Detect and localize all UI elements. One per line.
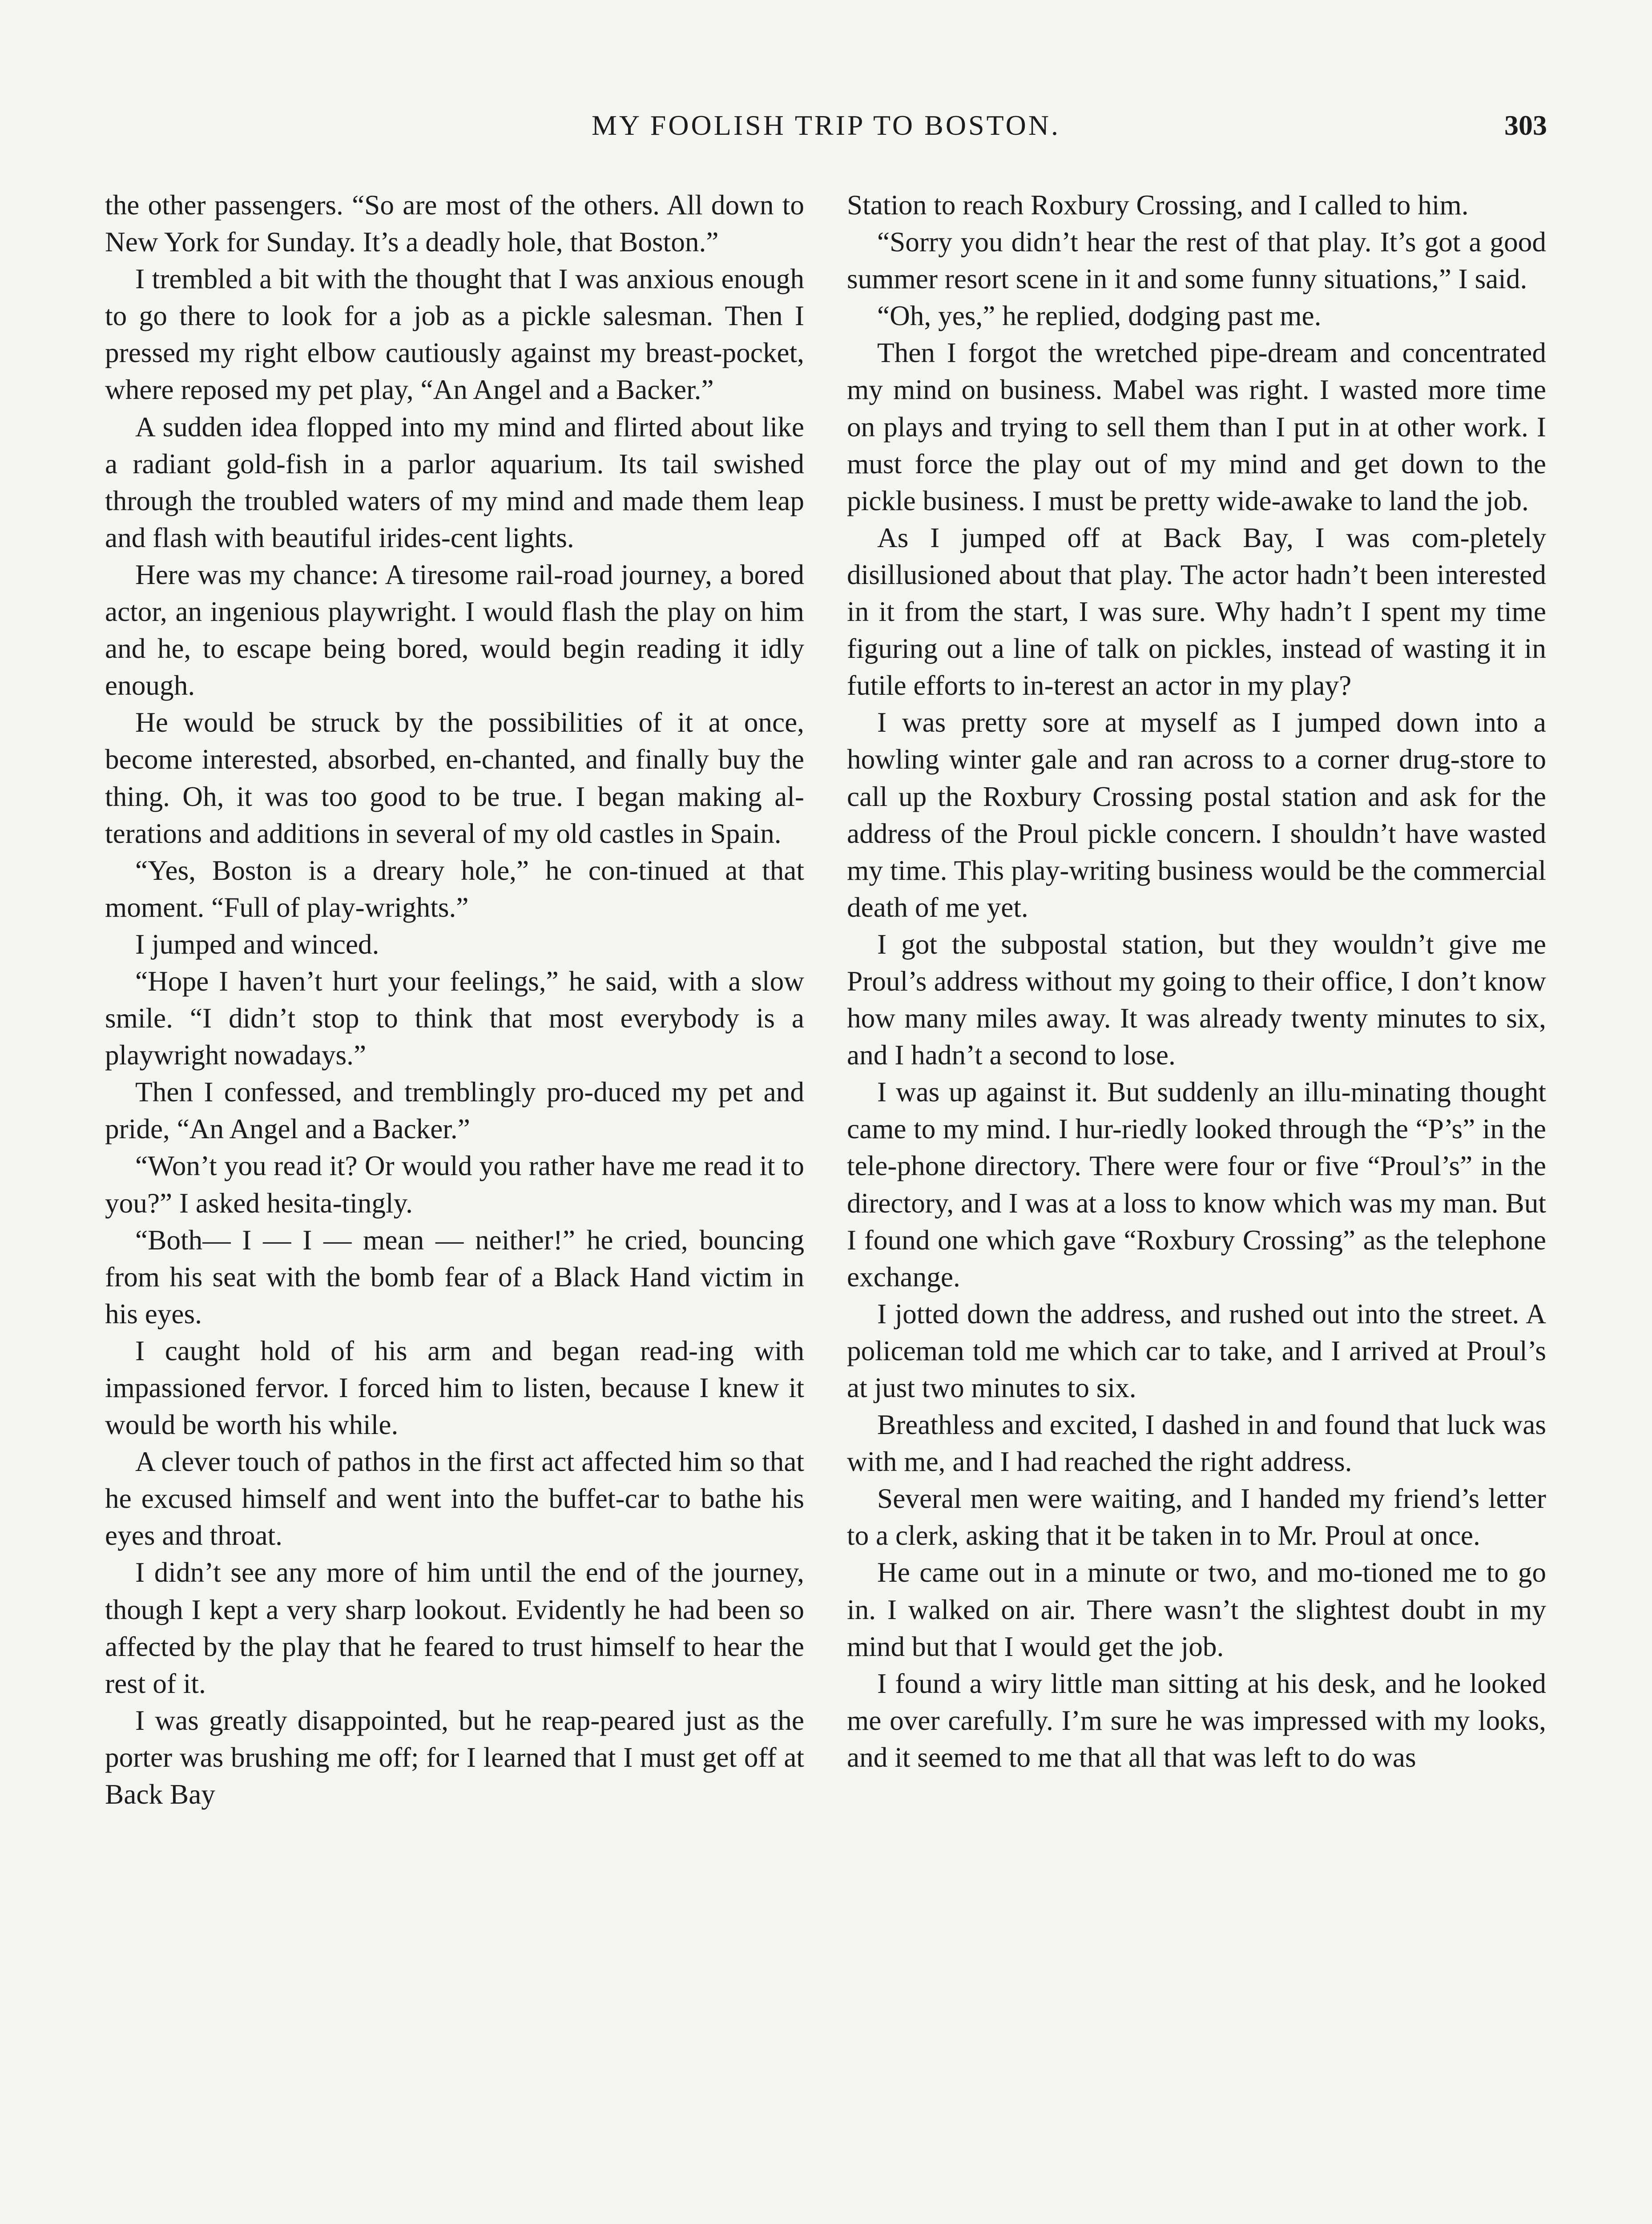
paragraph: Here was my chance: A tiresome rail-road journey, a bored actor, an ingenious playwright. I would flash the play on him and he, to escape being bored, would begin reading it idly enough. <box>105 559 804 701</box>
paragraph: I was up against it. But suddenly an illu-minating thought came to my mind. I hur-riedly looked through the “P’s” in the tele-phone directory. There were four or five “Proul’s” in the directory, and I was at a loss to know which was my man. But I found one which gave “Roxbury Crossing” as the telephone exchange. <box>847 1076 1546 1293</box>
paragraph: Station to reach Roxbury Crossing, and I called to him. <box>847 189 1469 221</box>
paragraph: “Sorry you didn’t hear the rest of that play. It’s got a good summer resort scene in it and some funny situations,” I said. <box>847 226 1546 295</box>
running-head <box>105 103 1547 148</box>
paragraph: I caught hold of his arm and began read-ing with impassioned fervor. I forced him to listen, because I knew it would be worth his while. <box>105 1335 804 1441</box>
paragraph: He would be struck by the possibilities of it at once, become interested, absorbed, en-chanted, and finally buy the thing. Oh, it was too good to be true. I began making al-terations and additions in several of my old castles in Spain. <box>105 707 804 849</box>
paragraph: A clever touch of pathos in the first act affected him so that he excused himself and went into the buffet-car to bathe his eyes and throat. <box>105 1446 804 1551</box>
paragraph: He came out in a minute or two, and mo-tioned me to go in. I walked on air. There wasn’t the slightest doubt in my mind but that I would get the job. <box>847 1557 1546 1662</box>
paragraph: I jotted down the address, and rushed out into the street. A policeman told me which car to take, and I arrived at Proul’s at just two minutes to six. <box>847 1298 1546 1403</box>
paragraph: I found a wiry little man sitting at his desk, and he looked me over carefully. I’m sure he was impressed with my looks, and it seemed to me that all that was left to do was <box>847 1668 1546 1773</box>
paragraph: I was greatly disappointed, but he reap-peared just as the porter was brushing me off; for I learned that I must get off at Back Bay <box>105 1704 804 1810</box>
paragraph: “Oh, yes,” he replied, dodging past me. <box>877 300 1322 332</box>
paragraph: “Won’t you read it? Or would you rather have me read it to you?” I asked hesita-tingly. <box>105 1150 804 1219</box>
paragraph: I was pretty sore at myself as I jumped down into a howling winter gale and ran across to a corner drug-store to call up the Roxbury Crossing postal station and ask for the address of the Proul pickle concern. I shouldn’t have wasted my time. This play-writing business would be the commercial death of me yet. <box>847 707 1546 923</box>
running-title: MY FOOLISH TRIP TO BOSTON. <box>591 109 1061 141</box>
paragraph: Then I forgot the wretched pipe-dream and concentrated my mind on business. Mabel was right. I wasted more time on plays and trying to sell them than I put in at other work. I must force the play out of my mind and get down to the pickle business. I must be pretty wide-awake to land the job. <box>847 337 1546 516</box>
paragraph: “Hope I haven’t hurt your feelings,” he said, with a slow smile. “I didn’t stop to think that most everybody is a playwright nowadays.” <box>105 965 804 1071</box>
paragraph: the other passengers. “So are most of the others. All down to New York for Sunday. It’s a deadly hole, that Boston.” <box>105 189 804 258</box>
paragraph: I got the subpostal station, but they wouldn’t give me Proul’s address without my going to their office, I don’t know how many miles away. It was already twenty minutes to six, and I hadn’t a second to lose. <box>847 928 1546 1071</box>
paragraph: I jumped and winced. <box>135 928 379 960</box>
page-number: 303 <box>1504 109 1547 141</box>
paragraph: I didn’t see any more of him until the end of the journey, though I kept a very sharp lookout. Evidently he had been so affected by the play that he feared to trust himself to hear the rest of it. <box>105 1557 804 1699</box>
paragraph: Several men were waiting, and I handed my friend’s letter to a clerk, asking that it be taken in to Mr. Proul at once. <box>847 1483 1546 1551</box>
right-column <box>847 187 1546 1776</box>
paragraph: “Yes, Boston is a dreary hole,” he con-tinued at that moment. “Full of play-wrights.” <box>105 854 804 923</box>
paragraph: I trembled a bit with the thought that I was anxious enough to go there to look for a job as a pickle salesman. Then I pressed my right elbow cautiously against my breast-pocket, where reposed my pet play, “An Angel and a Backer.” <box>105 263 804 406</box>
paragraph: A sudden idea flopped into my mind and flirted about like a radiant gold-fish in a parlor aquarium. Its tail swished through the troubled waters of my mind and made them leap and flash with beautiful irides-cent lights. <box>105 411 804 553</box>
paragraph: As I jumped off at Back Bay, I was com-pletely disillusioned about that play. The actor hadn’t been interested in it from the start, I was sure. Why hadn’t I spent my time figuring out a line of talk on pickles, instead of wasting it in futile efforts to in-terest an actor in my play? <box>847 522 1546 701</box>
left-column <box>105 187 804 1813</box>
paragraph: Then I confessed, and tremblingly pro-duced my pet and pride, “An Angel and a Backer.” <box>105 1076 804 1145</box>
paragraph: Breathless and excited, I dashed in and found that luck was with me, and I had reached the right address. <box>847 1409 1546 1478</box>
paragraph: “Both— I — I — mean — neither!” he cried, bouncing from his seat with the bomb fear of a Black Hand victim in his eyes. <box>105 1224 804 1330</box>
